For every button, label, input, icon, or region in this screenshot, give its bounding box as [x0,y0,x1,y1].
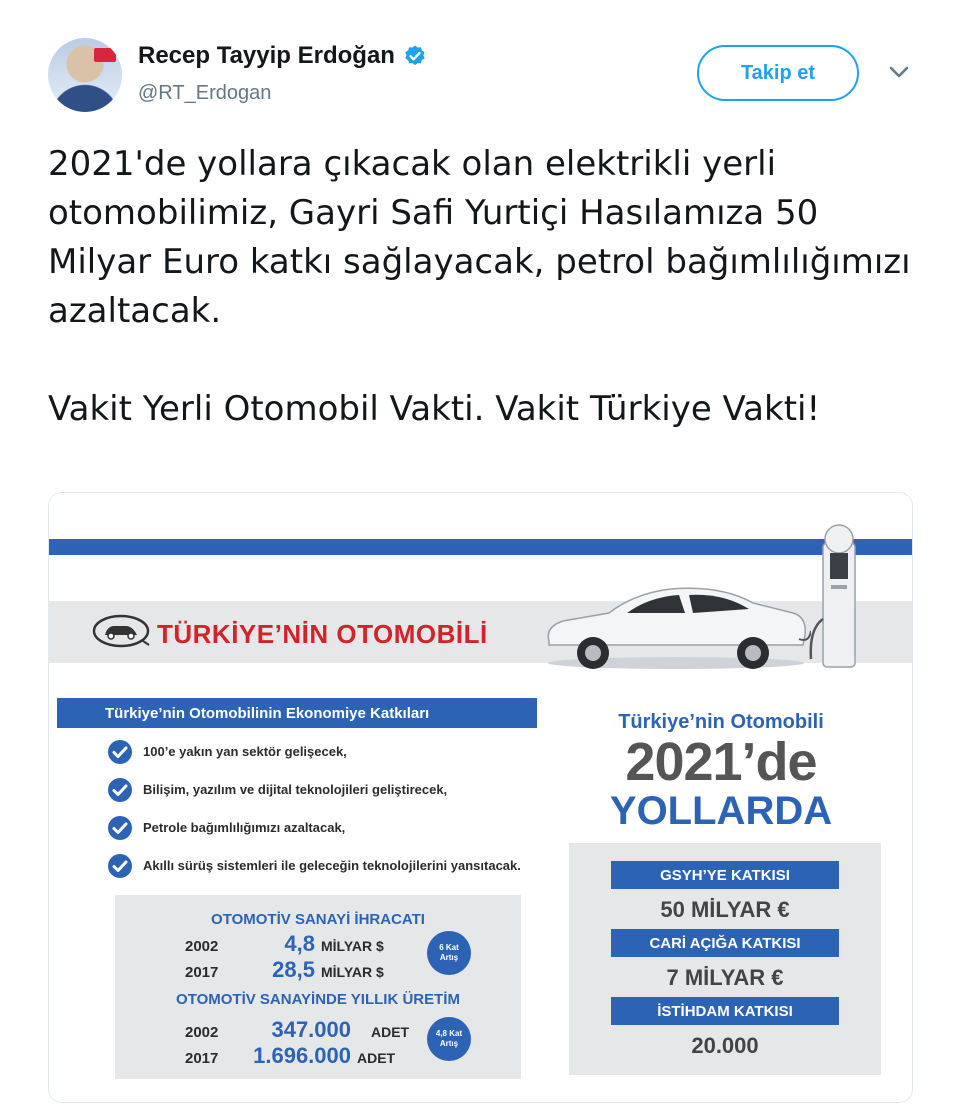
export-growth-badge: 6 Kat Artış [427,931,471,975]
verified-badge-icon [403,44,427,68]
top-stripe [49,539,913,555]
list-item-label: Akıllı sürüş sistemleri ile geleceğin teknolojilerini yansıtacak. [143,858,521,873]
tweet-text [48,140,928,434]
industry-stats-box [115,895,521,1079]
right-subtitle: Türkiye’nin Otomobili [618,711,824,733]
checkmark-icon [107,739,133,765]
export-row [185,931,384,957]
stat-year: 2002 [185,938,219,955]
follow-button[interactable]: Takip et [697,45,859,101]
contribution-label: İSTİHDAM KATKISI [611,997,839,1025]
avatar[interactable] [48,38,122,112]
economy-section-header: Türkiye’nin Otomobilinin Ekonomiye Katkıları [57,698,537,728]
contribution-value: 50 MİLYAR € [660,897,790,922]
production-growth-badge: 4,8 Kat Artış [427,1017,471,1061]
export-row [185,957,384,983]
stat-year: 2017 [185,1050,219,1067]
author-handle[interactable]: @RT_Erdogan [138,82,272,104]
tweet-paragraph: Vakit Yerli Otomobil Vakti. Vakit Türkiye Vakti! [48,389,821,429]
tweet-paragraph: 2021'de yollara çıkacak olan elektrikli yerli otomobilimiz, Gayri Safi Yurtiçi Hasılamıza 50 Milyar Euro katkı sağlayacak, petrol bağımlılığımızı azaltacak. [48,144,911,331]
stat-unit: MİLYAR $ [321,938,384,954]
contribution-value: 20.000 [691,1033,759,1058]
list-item-label: Bilişim, yazılım ve dijital teknolojileri geliştirecek, [143,782,448,797]
stat-value: 4,8 [284,931,315,956]
banner-title: TÜRKİYE’NİN OTOMOBİLİ [157,619,488,649]
charging-station-icon [809,523,869,671]
list-item [107,815,547,841]
list-item-label: 100’e yakın yan sektör gelişecek, [143,744,347,759]
production-title: OTOMOTİV SANAYİNDE YILLIK ÜRETİM [176,991,460,1008]
infographic-image [49,493,913,1103]
stat-value: 1.696.000 [253,1043,351,1068]
contributions-box [569,843,881,1075]
author-name-row [138,42,427,70]
contribution-value: 7 MİLYAR € [666,965,784,990]
stat-value: 28,5 [272,957,315,982]
display-name[interactable]: Recep Tayyip Erdoğan [138,42,395,69]
tweet-media-card[interactable] [48,492,913,1103]
stat-year: 2017 [185,964,219,981]
list-item [107,739,547,765]
list-item [107,853,547,879]
checkmark-icon [107,777,133,803]
contribution-label: GSYH’YE KATKISI [611,861,839,889]
car-logo-icon [91,613,151,649]
stat-unit: MİLYAR $ [321,964,384,980]
chevron-down-icon[interactable] [886,62,912,82]
stat-unit: ADET [371,1024,410,1040]
checkmark-icon [107,815,133,841]
stat-unit: ADET [357,1050,396,1066]
right-road-heading: YOLLARDA [609,789,833,833]
stat-year: 2002 [185,1024,219,1041]
production-row [185,1017,409,1043]
checkmark-icon [107,853,133,879]
export-title: OTOMOTİV SANAYİ İHRACATI [211,911,425,928]
contribution-label: CARİ AÇIĞA KATKISI [611,929,839,957]
flag-icon [94,48,116,62]
production-row [185,1043,395,1069]
stat-value: 347.000 [271,1017,351,1042]
list-item [107,777,547,803]
economy-checklist [107,739,547,891]
list-item-label: Petrole bağımlılığımızı azaltacak, [143,820,346,835]
electric-car-illustration [541,579,811,671]
right-year-heading: 2021’de [625,732,817,792]
